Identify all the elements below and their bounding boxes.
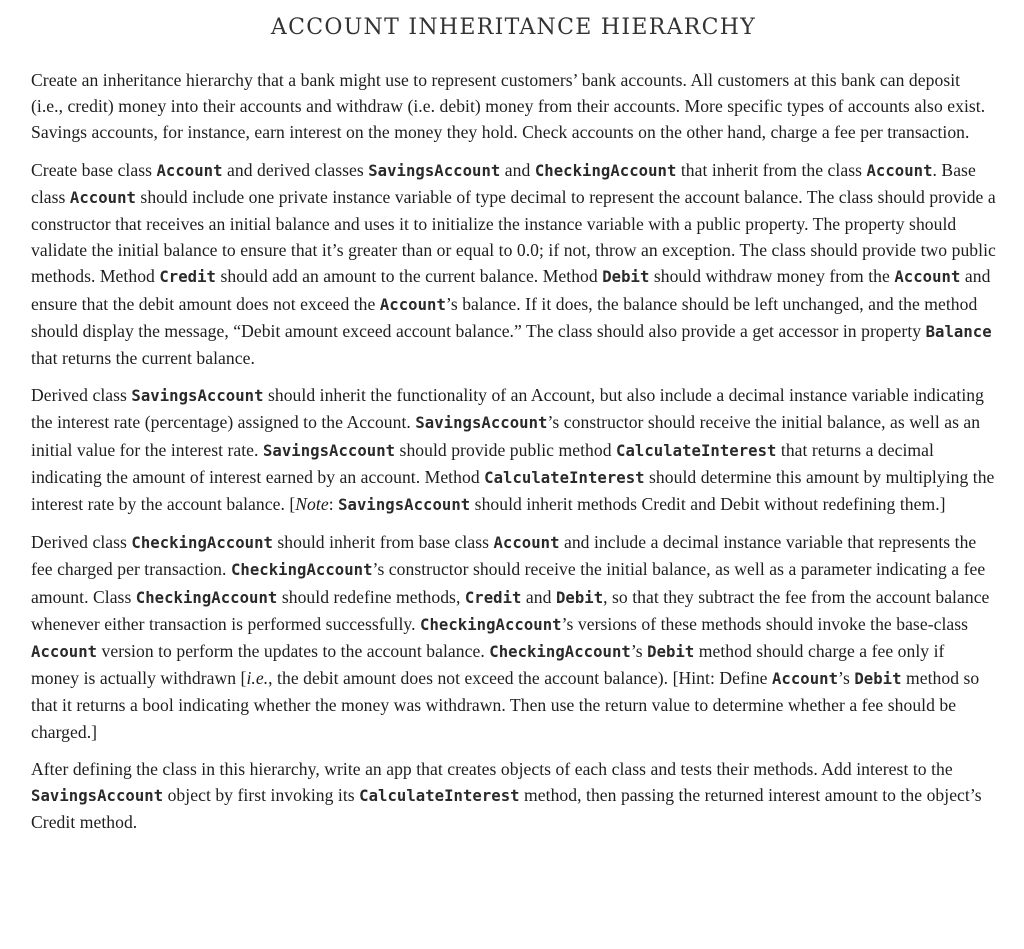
code-term: Debit	[647, 643, 695, 662]
code-term: Debit	[854, 670, 902, 689]
text-run: ’s	[838, 668, 855, 689]
code-term: Account	[31, 643, 98, 662]
text-run: and	[521, 586, 556, 607]
text-run: should add an amount to the current balance. Method	[216, 266, 603, 287]
text-run: ’s constructor should receive the initial balance, as well as a parameter indicating a fee amount. Class	[31, 559, 986, 607]
code-term: SavingsAccount	[415, 414, 548, 433]
code-term: CalculateInterest	[616, 441, 777, 460]
text-run: Create an inheritance hierarchy that a bank might use to represent customers’ bank accounts. All customers at this bank can deposit (i.e., credit) money into their accounts and withdraw (i.e. debit) money from their accounts. More specific types of accounts also exist. Savings accounts, for instance, earn interest on the money they hold. Check accounts on the other hand, charge a fee per transaction.	[31, 70, 986, 143]
code-term: Account	[493, 534, 560, 553]
document-body	[31, 67, 996, 835]
code-term: CheckingAccount	[135, 588, 278, 607]
text-run: should redefine methods,	[277, 586, 465, 607]
paragraph-5	[31, 756, 996, 836]
text-run: version to perform the updates to the account balance.	[97, 641, 490, 662]
text-run: should inherit methods Credit and Debit without redefining them.]	[470, 494, 946, 515]
text-run: object by first invoking its	[163, 785, 360, 806]
text-run: , so that they subtract the fee from the account balance whenever either transaction is performed successfully.	[31, 586, 990, 634]
code-term: SavingsAccount	[262, 441, 396, 460]
code-term: Debit	[555, 588, 604, 607]
text-run: that inherit from the class	[676, 159, 867, 180]
text-run: Create base class	[31, 159, 157, 180]
text-run: . Base class	[31, 159, 976, 207]
code-term: CheckingAccount	[230, 561, 373, 580]
italic-text: Note	[295, 494, 329, 515]
text-run: and derived classes	[222, 159, 369, 180]
code-term: Account	[379, 295, 446, 314]
code-term: SavingsAccount	[131, 387, 264, 406]
code-term: Account	[69, 188, 136, 207]
text-run: should provide public method	[395, 439, 616, 460]
code-term: Account	[156, 161, 223, 180]
text-run: ’s balance. If it does, the balance should be left unchanged, and the method should display the message, “Debit amount exceed account balance.” The class should also provide a get accessor in property	[31, 293, 978, 341]
text-run: and ensure that the debit amount does not exceed the	[31, 266, 991, 314]
code-term: CheckingAccount	[420, 615, 562, 634]
text-run: method so that it returns a bool indicating whether the money was withdrawn. Then use the return value to determine whether a fee should be charged.]	[31, 668, 980, 742]
code-term: Balance	[925, 322, 992, 341]
paragraph-4	[31, 529, 996, 745]
text-run: and	[500, 159, 535, 180]
text-run: ’s versions of these methods should invoke the base-class	[561, 613, 969, 634]
text-run: method should charge a fee only if money is actually withdrawn [	[31, 641, 945, 689]
text-run: Derived class	[31, 385, 132, 406]
text-run: Derived class	[31, 532, 132, 553]
code-term: CalculateInterest	[484, 468, 645, 487]
text-run: :	[328, 494, 339, 515]
text-run: should withdraw money from the	[649, 266, 895, 287]
text-run: should inherit from base class	[272, 532, 494, 553]
text-run: After defining the class in this hierarchy, write an app that creates objects of each class and tests their methods. Add interest to the	[31, 758, 953, 779]
code-term: SavingsAccount	[31, 787, 164, 806]
paragraph-1	[31, 67, 996, 146]
code-term: CheckingAccount	[534, 161, 677, 180]
code-term: CalculateInterest	[359, 787, 520, 806]
text-run: , the debit amount does not exceed the account balance). [Hint: Define	[268, 668, 772, 689]
code-term: CheckingAccount	[131, 534, 273, 553]
code-term: CheckingAccount	[489, 643, 631, 662]
text-run: ’s constructor should receive the initial balance, as well as an initial value for the interest rate.	[31, 412, 981, 460]
code-term: SavingsAccount	[368, 161, 501, 180]
text-run: should include one private instance variable of type decimal to represent the account balance. The class should provide a constructor that receives an initial balance and uses it to initialize the instance variable with a public property. The property should validate the initial balance to ensure that it’s greater than or equal to 0.0; if not, throw an exception. The class should provide two public methods. Method	[31, 186, 996, 287]
code-term: Account	[894, 268, 961, 287]
text-run: that returns a decimal indicating the amount of interest earned by an account. Method	[31, 439, 934, 487]
code-term: Account	[771, 670, 839, 689]
text-run: that returns the current balance.	[31, 348, 255, 369]
code-term: Account	[866, 161, 933, 180]
text-run: ’s	[630, 641, 648, 662]
text-run: should determine this amount by multiplying the interest rate by the account balance. [	[31, 466, 995, 515]
code-term: Debit	[602, 268, 650, 287]
text-run: and include a decimal instance variable that represents the fee charged per transaction.	[31, 532, 977, 580]
code-term: Credit	[464, 588, 522, 607]
code-term: Credit	[159, 268, 216, 287]
italic-text: i.e.	[246, 668, 269, 689]
paragraph-3	[31, 382, 996, 518]
paragraph-2	[31, 157, 996, 372]
code-term: SavingsAccount	[338, 496, 471, 515]
page-title: ACCOUNT INHERITANCE HIERARCHY	[270, 15, 757, 40]
text-run: method, then passing the returned interest amount to the object’s Credit method.	[31, 785, 982, 833]
text-run: should inherit the functionality of an Account, but also include a decimal instance variable indicating the interest rate (percentage) assigned to the Account.	[31, 385, 984, 433]
